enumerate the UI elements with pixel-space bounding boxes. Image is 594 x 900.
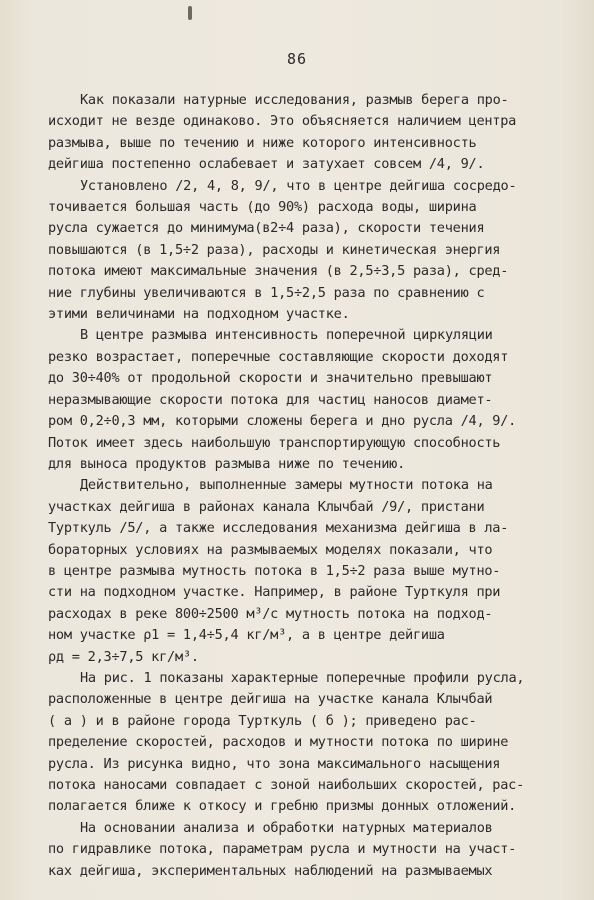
paragraph-3 — [48, 325, 570, 475]
scan-mark — [188, 6, 192, 20]
text-line: Поток имеет здесь наибольшую транспортирующую способность — [48, 434, 501, 451]
text-line: ( а ) и в районе города Турткуль ( б ); приведено рас- — [48, 712, 477, 729]
text-line: повышаются (в 1,5÷2 раза), расходы и кинетическая энергия — [48, 241, 501, 258]
text-line: до 30÷40% от продольной скорости и значительно превышают — [48, 370, 493, 387]
text-line: расположенные в центре дейгиша на участке канала Клычбай — [48, 691, 493, 708]
text-line: в центре размыва мутность потока в 1,5÷2 раза выше мутно- — [48, 562, 501, 579]
text-line: точивается большая часть (до 90%) расхода воды, ширина — [48, 199, 477, 216]
text-line: ках дейгиша, экспериментальных наблюдений на размываемых — [48, 862, 493, 879]
text-line: Турткуль /5/, а также исследования механизма дейгиша в ла- — [48, 520, 509, 537]
text-line: участках дейгиша в районах канала Клычбай /9/, пристани — [48, 498, 485, 515]
text-line: сти на подходном участке. Например, в районе Турткуля при — [48, 584, 501, 601]
paragraph-4 — [48, 475, 570, 668]
text-line: этими величинами на подходном участке. — [48, 306, 350, 323]
text-line: ρд = 2,3÷7,5 кг/м³. — [48, 648, 199, 665]
text-line: для выноса продуктов размыва ниже по течению. — [48, 455, 406, 472]
text-line: Установлено /2, 4, 8, 9/, что в центре дейгиша сосредо- — [80, 177, 517, 194]
text-line: Действительно, выполненные замеры мутности потока на — [80, 477, 493, 494]
text-line: На основании анализа и обработки натурных материалов — [80, 819, 493, 836]
paragraph-5 — [48, 668, 570, 818]
text-line: размыва, выше по течению и ниже которого интенсивность — [48, 134, 477, 151]
text-line: потока наносами совпадает с зоной наибольших скоростей, рас- — [48, 777, 525, 793]
text-line: полагается ближе к откосу и гребню призмы донных отложений. — [48, 798, 517, 815]
text-line: резко возрастает, поперечные составляющие скорости доходят — [48, 348, 509, 365]
text-line: ром 0,2÷0,3 мм, которыми сложены берега и дно русла /4, 9/. — [48, 413, 517, 430]
text-line: пределение скоростей, расходов и мутности потока по ширине — [48, 734, 509, 751]
document-body — [48, 90, 570, 882]
text-line: расходах в реке 800÷2500 м³/с мутность потока на подход- — [48, 605, 493, 622]
text-line: русла сужается до минимума(в2÷4 раза), скорости течения — [48, 220, 485, 237]
text-line: бораторных условиях на размываемых моделях показали, что — [48, 541, 493, 558]
text-line: Как показали натурные исследования, размыв берега про- — [80, 92, 509, 108]
text-line: неразмывающие скорости потока для частиц наносов диамет- — [48, 391, 493, 408]
text-line: по гидравлике потока, параметрам русла и мутности на участ- — [48, 841, 517, 858]
text-line: потока имеют максимальные значения (в 2,5÷3,5 раза), сред- — [48, 263, 509, 280]
text-line: ном участке ρ1 = 1,4÷5,4 кг/м³, а в центре дейгиша — [48, 627, 445, 644]
text-line: русла. Из рисунка видно, что зона максимального насыщения — [48, 755, 501, 772]
text-line: исходит не везде одинаково. Это объясняется наличием центра — [48, 113, 517, 130]
text-line: дейгиша постепенно ослабевает и затухает совсем /4, 9/. — [48, 156, 485, 173]
text-line: ние глубины увеличиваются в 1,5÷2,5 раза по сравнению с — [48, 284, 485, 301]
text-line: В центре размыва интенсивность поперечной циркуляции — [80, 327, 493, 344]
paragraph-6 — [48, 818, 570, 882]
paragraph-2 — [48, 176, 570, 326]
page-number: 86 — [286, 50, 308, 68]
paragraph-1 — [48, 90, 570, 176]
text-line: На рис. 1 показаны характерные поперечные профили русла, — [80, 669, 525, 686]
